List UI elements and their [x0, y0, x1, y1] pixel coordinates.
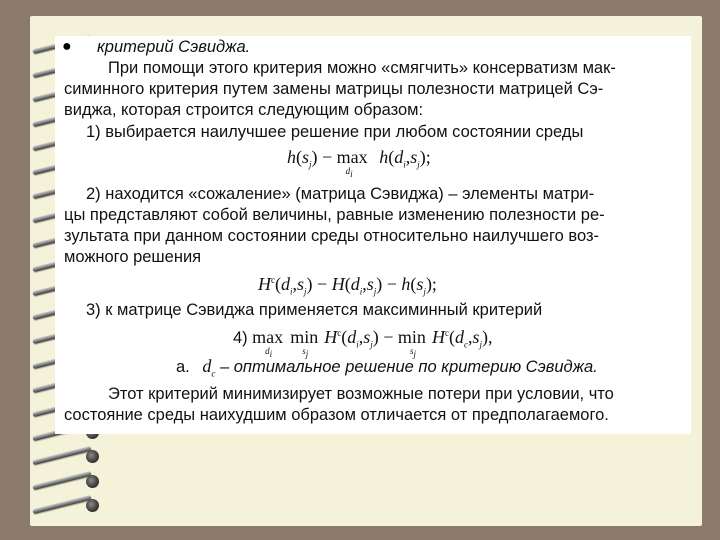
intro-line-1: При помощи этого критерия можно «смягчить» консерватизм мак- [108, 59, 616, 77]
note-text: – оптимальное решение по критерию Сэвиджа. [219, 358, 598, 376]
step-2-line-1: 2) находится «сожаление» (матрица Сэвиджа) – элементы матри- [86, 185, 595, 203]
heading: критерий Сэвиджа. [97, 38, 251, 56]
intro-line-2: симинного критерия путем замены матрицы полезности матрицей Сэ- [64, 80, 604, 98]
conclusion-line-1: Этот критерий минимизирует возможные потери при условии, что [108, 385, 614, 403]
step-4-label: 4) [233, 329, 248, 347]
note-line [176, 356, 598, 384]
intro-line-3: виджа, которая строится следующим образом: [64, 101, 424, 119]
step-2-line-4: можного решения [64, 248, 202, 266]
step-2-line-3: зультата при данном состоянии среды относительно наилучшего воз- [64, 227, 600, 245]
bullet-icon: ● [62, 38, 72, 55]
step-3: 3) к матрице Сэвиджа применяется максиминный критерий [86, 301, 543, 319]
note-symbol: $d_c$ [202, 356, 216, 379]
conclusion-line-2: состояние среды наихудшим образом отличается от предполагаемого. [64, 406, 609, 424]
formula-regret-matrix: $H^c(d_i,s_j) - H(d_i,s_j) - h(s_j)$; [258, 274, 437, 297]
step-1: 1) выбирается наилучшее решение при любом состоянии среды [86, 123, 584, 141]
formula-best-solution: $h(s_j) - \max_{d_i} h(d_i,s_j)$; [287, 147, 431, 179]
spiral-ring [30, 449, 102, 463]
formula-maximin: 4) $\max_{d_i}\min_{s_j}H^c(d_i,s_j) - \min_{s_j}H^c(d_c,s_j)$, [233, 327, 493, 359]
spiral-ring [30, 474, 102, 488]
note-label: a. [176, 358, 190, 376]
step-2-line-2: цы представляют собой величины, равные изменению полезности ре- [64, 206, 605, 224]
spiral-ring [30, 498, 102, 512]
